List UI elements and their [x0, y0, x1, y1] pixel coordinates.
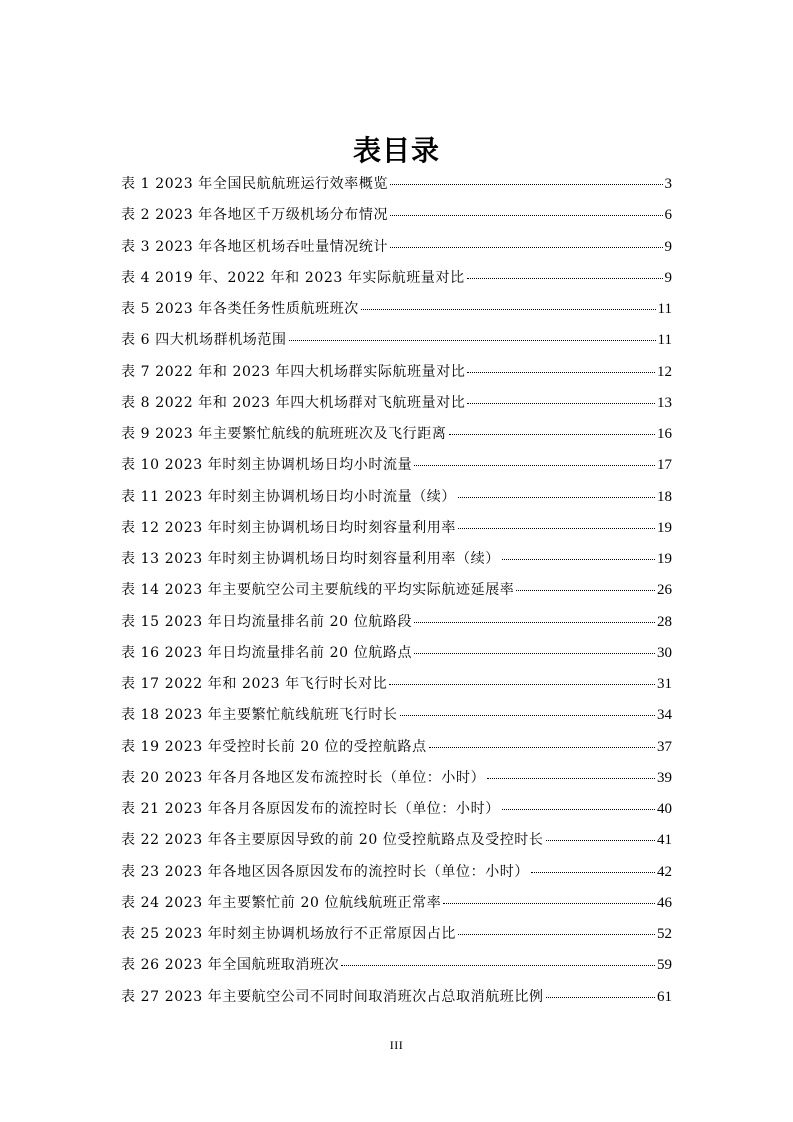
toc-entry-page-number: 13: [657, 394, 672, 411]
toc-entry-page-number: 18: [657, 488, 672, 505]
toc-entry[interactable]: [121, 513, 672, 544]
toc-entry-label[interactable]: 表 5 2023 年各类任务性质航班班次: [121, 301, 359, 317]
toc-entry-page-number: 34: [657, 707, 672, 724]
toc-entry[interactable]: [121, 825, 672, 856]
toc-entry-page-number: 19: [657, 519, 672, 536]
dot-leader: [429, 746, 655, 748]
toc-entry-label[interactable]: 表 17 2022 年和 2023 年飞行时长对比: [121, 676, 388, 692]
toc-entry[interactable]: [121, 357, 672, 388]
toc-entry-label[interactable]: 表 10 2023 年时刻主协调机场日均小时流量: [121, 457, 413, 474]
toc-entry[interactable]: [121, 888, 672, 919]
toc-entry[interactable]: [121, 857, 672, 888]
toc-entry[interactable]: [121, 388, 672, 419]
toc-entry[interactable]: [121, 575, 672, 606]
dot-leader: [390, 214, 662, 216]
toc-entry[interactable]: [121, 544, 672, 575]
page-number: III: [389, 1038, 404, 1052]
dot-leader: [467, 402, 655, 404]
toc-entry[interactable]: [121, 763, 672, 794]
toc-entry[interactable]: [121, 169, 672, 200]
toc-entry-label[interactable]: 表 21 2023 年各月各原因发布的流控时长（单位：小时）: [121, 801, 500, 817]
toc-entry-page-number: 46: [657, 894, 672, 911]
dot-leader: [414, 652, 655, 654]
toc-entry-label[interactable]: 表 15 2023 年日均流量排名前 20 位航路段: [121, 613, 413, 630]
toc-entry[interactable]: [121, 700, 672, 731]
toc-entry-page-number: 3: [664, 176, 672, 192]
toc-entry-page-number: 11: [657, 301, 672, 317]
toc-entry-label[interactable]: 表 4 2019 年、2022 年和 2023 年实际航班量对比: [121, 269, 465, 286]
toc-entry-page-number: 16: [657, 426, 672, 442]
toc-entry-label[interactable]: 表 18 2023 年主要繁忙航线航班飞行时长: [121, 707, 398, 724]
dot-leader: [546, 839, 655, 841]
dot-leader: [458, 933, 655, 935]
toc-entry-page-number: 41: [657, 832, 672, 849]
dot-leader: [449, 433, 656, 435]
toc-entry-label[interactable]: 表 3 2023 年各地区机场吞吐量情况统计: [121, 238, 389, 255]
dot-leader: [531, 871, 655, 873]
dot-leader: [502, 808, 655, 810]
toc-entry-page-number: 11: [657, 332, 672, 349]
toc-entry[interactable]: [121, 950, 672, 981]
toc-entry-page-number: 61: [657, 988, 672, 1005]
toc-entry-page-number: 30: [657, 644, 672, 661]
toc-entry[interactable]: [121, 419, 672, 450]
page-title: 表目录: [352, 133, 440, 167]
toc-entry[interactable]: [121, 232, 672, 263]
dot-leader: [414, 464, 655, 466]
dot-leader: [487, 777, 655, 779]
toc-entry-page-number: 52: [657, 926, 672, 942]
dot-leader: [389, 683, 655, 685]
toc-entry-label[interactable]: 表 27 2023 年主要航空公司不同时间取消班次占总取消航班比例: [121, 988, 544, 1005]
toc-entry[interactable]: [121, 450, 672, 481]
toc-entry[interactable]: [121, 669, 672, 700]
toc-entry[interactable]: [121, 200, 672, 231]
dot-leader: [467, 277, 663, 279]
toc-entry-label[interactable]: 表 6 四大机场群机场范围: [121, 332, 287, 349]
toc-entry[interactable]: [121, 732, 672, 763]
toc-entry-page-number: 28: [657, 613, 672, 630]
dot-leader: [361, 308, 656, 310]
toc-entry-page-number: 6: [664, 207, 672, 224]
dot-leader: [467, 371, 655, 373]
toc-entry[interactable]: [121, 794, 672, 825]
toc-entry[interactable]: [121, 982, 672, 1013]
dot-leader: [390, 246, 662, 248]
dot-leader: [390, 183, 662, 185]
dot-leader: [400, 714, 655, 716]
toc-entry[interactable]: [121, 263, 672, 294]
toc-entry[interactable]: [121, 638, 672, 669]
toc-entry-page-number: 37: [657, 738, 672, 755]
toc-entry-label[interactable]: 表 16 2023 年日均流量排名前 20 位航路点: [121, 644, 413, 661]
toc-entry-page-number: 19: [657, 551, 672, 567]
toc-entry-page-number: 42: [657, 863, 672, 880]
dot-leader: [289, 339, 656, 341]
toc-entry-label[interactable]: 表 23 2023 年各地区因各原因发布的流控时长（单位：小时）: [121, 863, 529, 880]
toc-entry-label[interactable]: 表 19 2023 年受控时长前 20 位的受控航路点: [121, 738, 427, 755]
toc-entry[interactable]: [121, 607, 672, 638]
toc-entry-label[interactable]: 表 9 2023 年主要繁忙航线的航班班次及飞行距离: [121, 426, 447, 442]
toc-entry-label[interactable]: 表 22 2023 年各主要原因导致的前 20 位受控航路点及受控时长: [121, 832, 544, 849]
toc-entry-page-number: 9: [664, 238, 672, 255]
toc-entry-label[interactable]: 表 2 2023 年各地区千万级机场分布情况: [121, 207, 389, 224]
toc-entry-label[interactable]: 表 12 2023 年时刻主协调机场日均时刻容量利用率: [121, 519, 456, 536]
toc-entry-label[interactable]: 表 25 2023 年时刻主协调机场放行不正常原因占比: [121, 926, 456, 942]
toc-entry-label[interactable]: 表 1 2023 年全国民航航班运行效率概览: [121, 176, 389, 192]
toc-entry-page-number: 40: [657, 801, 672, 817]
toc-entry-page-number: 31: [657, 676, 672, 692]
toc-entry-page-number: 12: [657, 363, 672, 380]
toc-entry-page-number: 26: [657, 582, 672, 599]
dot-leader: [502, 558, 655, 560]
toc-entry-page-number: 17: [657, 457, 672, 474]
toc-entry[interactable]: [121, 482, 672, 513]
toc-entry[interactable]: [121, 294, 672, 325]
table-of-contents-list: [121, 169, 672, 1013]
toc-entry-label[interactable]: 表 14 2023 年主要航空公司主要航线的平均实际航迹延展率: [121, 582, 515, 599]
toc-entry-page-number: 39: [657, 769, 672, 786]
toc-entry[interactable]: [121, 919, 672, 950]
dot-leader: [546, 996, 655, 998]
toc-entry-page-number: 9: [664, 269, 672, 286]
dot-leader: [458, 496, 655, 498]
toc-entry[interactable]: [121, 325, 672, 356]
toc-entry-label[interactable]: 表 7 2022 年和 2023 年四大机场群实际航班量对比: [121, 363, 466, 380]
dot-leader: [443, 902, 655, 904]
toc-entry-label[interactable]: 表 13 2023 年时刻主协调机场日均时刻容量利用率（续）: [121, 551, 500, 567]
toc-entry-label[interactable]: 表 26 2023 年全国航班取消班次: [121, 957, 340, 974]
toc-entry-page-number: 59: [657, 957, 672, 974]
toc-entry-label[interactable]: 表 24 2023 年主要繁忙前 20 位航线航班正常率: [121, 894, 442, 911]
dot-leader: [414, 621, 655, 623]
dot-leader: [341, 964, 655, 966]
toc-entry-label[interactable]: 表 8 2022 年和 2023 年四大机场群对飞航班量对比: [121, 394, 466, 411]
dot-leader: [458, 527, 655, 529]
dot-leader: [516, 589, 655, 591]
toc-entry-label[interactable]: 表 20 2023 年各月各地区发布流控时长（单位：小时）: [121, 769, 486, 786]
toc-entry-label[interactable]: 表 11 2023 年时刻主协调机场日均小时流量（续）: [121, 488, 456, 505]
